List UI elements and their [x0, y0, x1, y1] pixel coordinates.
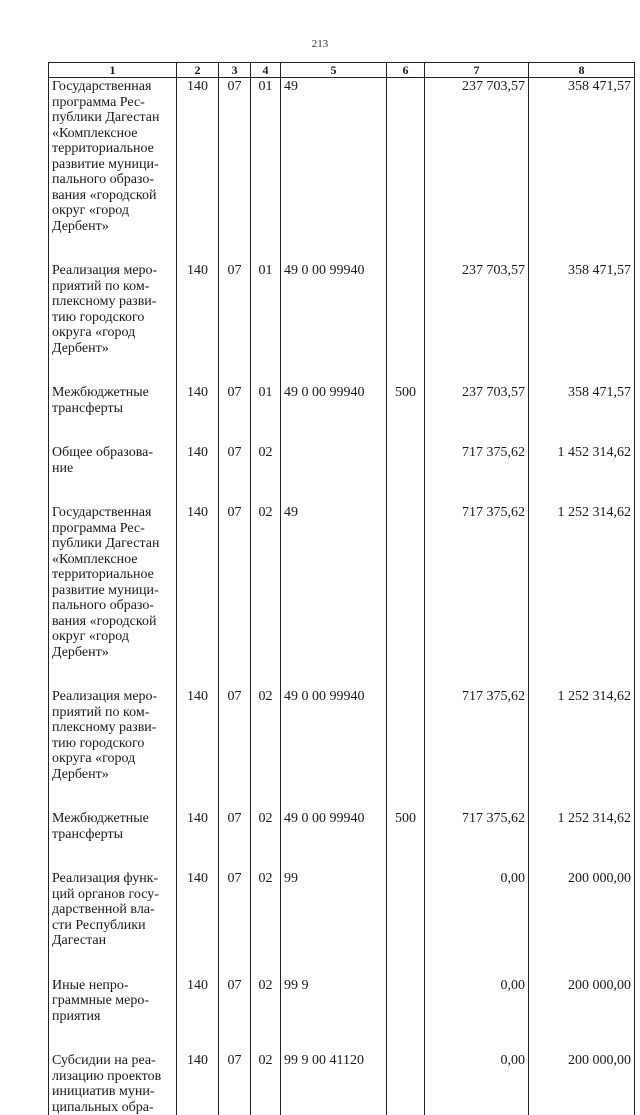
- cell-col-4: 02: [251, 504, 281, 660]
- spacer-cell: [529, 842, 635, 870]
- spacer-cell: [251, 842, 281, 870]
- spacer-cell: [281, 949, 387, 977]
- column-header-4: 4: [251, 63, 281, 78]
- cell-col-2: 140: [177, 1052, 219, 1115]
- spacer-cell: [219, 476, 251, 504]
- cell-col-5: 99 9: [281, 977, 387, 1025]
- row-spacer: [49, 356, 635, 384]
- spacer-cell: [281, 782, 387, 810]
- cell-col-2: 140: [177, 810, 219, 842]
- table-row: [49, 870, 635, 949]
- cell-col-8: 200 000,00: [529, 977, 635, 1025]
- spacer-cell: [425, 1024, 529, 1052]
- cell-col-4: 02: [251, 1052, 281, 1115]
- spacer-cell: [177, 660, 219, 688]
- row-name-cell: Общее образова-ние: [49, 444, 177, 476]
- cell-col-6: [387, 78, 425, 235]
- cell-col-6: [387, 262, 425, 356]
- row-name-cell: Реализация меро-приятий по ком-плексному разви-тию городского округа «город Дербент»: [49, 688, 177, 782]
- spacer-cell: [177, 416, 219, 444]
- cell-col-7: 237 703,57: [425, 262, 529, 356]
- cell-col-4: 02: [251, 810, 281, 842]
- cell-col-2: 140: [177, 444, 219, 476]
- table-row: [49, 262, 635, 356]
- spacer-cell: [49, 356, 177, 384]
- spacer-cell: [177, 234, 219, 262]
- cell-col-7: 717 375,62: [425, 810, 529, 842]
- spacer-cell: [425, 782, 529, 810]
- row-name-cell: Межбюджетные трансферты: [49, 810, 177, 842]
- cell-col-3: 07: [219, 688, 251, 782]
- row-name-cell: Государственная программа Рес-публики Дагестан «Комплексное территориальное развитие муници-пального образо-вания «городской округ «город Дербент»: [49, 504, 177, 660]
- cell-col-7: 717 375,62: [425, 444, 529, 476]
- cell-col-3: 07: [219, 444, 251, 476]
- cell-col-6: [387, 504, 425, 660]
- spacer-cell: [281, 476, 387, 504]
- column-header-1: 1: [49, 63, 177, 78]
- spacer-cell: [529, 234, 635, 262]
- cell-col-6: [387, 444, 425, 476]
- spacer-cell: [281, 842, 387, 870]
- cell-col-7: 237 703,57: [425, 384, 529, 416]
- row-name-cell: Субсидии на реа-лизацию проектов инициатив муни-ципальных обра-: [49, 1052, 177, 1115]
- spacer-cell: [529, 476, 635, 504]
- spacer-cell: [387, 476, 425, 504]
- cell-col-5: 49 0 00 99940: [281, 384, 387, 416]
- spacer-cell: [425, 416, 529, 444]
- cell-col-2: 140: [177, 977, 219, 1025]
- cell-col-2: 140: [177, 504, 219, 660]
- spacer-cell: [387, 660, 425, 688]
- cell-col-8: 200 000,00: [529, 870, 635, 949]
- row-spacer: [49, 476, 635, 504]
- cell-col-3: 07: [219, 1052, 251, 1115]
- header-row: [49, 63, 635, 78]
- spacer-cell: [219, 1024, 251, 1052]
- cell-col-6: [387, 870, 425, 949]
- cell-col-5: 49 0 00 99940: [281, 262, 387, 356]
- spacer-cell: [387, 234, 425, 262]
- table-row: [49, 977, 635, 1025]
- table-row: [49, 384, 635, 416]
- spacer-cell: [387, 782, 425, 810]
- cell-col-3: 07: [219, 78, 251, 235]
- cell-col-5: 49: [281, 504, 387, 660]
- row-spacer: [49, 949, 635, 977]
- spacer-cell: [177, 476, 219, 504]
- cell-col-2: 140: [177, 78, 219, 235]
- row-spacer: [49, 782, 635, 810]
- spacer-cell: [49, 416, 177, 444]
- table-body: [49, 78, 635, 1115]
- spacer-cell: [219, 234, 251, 262]
- column-header-8: 8: [529, 63, 635, 78]
- spacer-cell: [219, 356, 251, 384]
- spacer-cell: [387, 416, 425, 444]
- column-header-7: 7: [425, 63, 529, 78]
- cell-col-8: 358 471,57: [529, 262, 635, 356]
- cell-col-6: [387, 1052, 425, 1115]
- cell-col-2: 140: [177, 870, 219, 949]
- cell-col-4: 02: [251, 977, 281, 1025]
- cell-col-3: 07: [219, 262, 251, 356]
- cell-col-3: 07: [219, 810, 251, 842]
- spacer-cell: [251, 356, 281, 384]
- row-name-cell: Государственная программа Рес-публики Дагестан «Комплексное территориальное развитие муници-пального образо-вания «городской округ «город Дербент»: [49, 78, 177, 235]
- spacer-cell: [529, 1024, 635, 1052]
- table-row: [49, 810, 635, 842]
- spacer-cell: [529, 782, 635, 810]
- row-spacer: [49, 234, 635, 262]
- cell-col-4: 01: [251, 78, 281, 235]
- cell-col-2: 140: [177, 262, 219, 356]
- cell-col-2: 140: [177, 384, 219, 416]
- spacer-cell: [251, 476, 281, 504]
- cell-col-5: 49: [281, 78, 387, 235]
- spacer-cell: [425, 476, 529, 504]
- cell-col-3: 07: [219, 870, 251, 949]
- cell-col-5: 99 9 00 41120: [281, 1052, 387, 1115]
- row-spacer: [49, 842, 635, 870]
- spacer-cell: [49, 234, 177, 262]
- spacer-cell: [425, 234, 529, 262]
- spacer-cell: [49, 476, 177, 504]
- spacer-cell: [529, 416, 635, 444]
- cell-col-7: 0,00: [425, 870, 529, 949]
- spacer-cell: [49, 782, 177, 810]
- spacer-cell: [251, 949, 281, 977]
- cell-col-5: 49 0 00 99940: [281, 688, 387, 782]
- table-row: [49, 444, 635, 476]
- spacer-cell: [387, 356, 425, 384]
- row-name-cell: Межбюджетные трансферты: [49, 384, 177, 416]
- spacer-cell: [425, 949, 529, 977]
- column-header-6: 6: [387, 63, 425, 78]
- row-name-cell: Реализация меро-приятий по ком-плексному разви-тию городского округа «город Дербент»: [49, 262, 177, 356]
- cell-col-6: [387, 977, 425, 1025]
- spacer-cell: [219, 842, 251, 870]
- cell-col-3: 07: [219, 504, 251, 660]
- spacer-cell: [49, 1024, 177, 1052]
- cell-col-4: 02: [251, 444, 281, 476]
- spacer-cell: [251, 234, 281, 262]
- spacer-cell: [387, 1024, 425, 1052]
- cell-col-7: 717 375,62: [425, 504, 529, 660]
- spacer-cell: [387, 949, 425, 977]
- spacer-cell: [251, 1024, 281, 1052]
- table-row: [49, 1052, 635, 1115]
- cell-col-6: 500: [387, 810, 425, 842]
- row-spacer: [49, 660, 635, 688]
- cell-col-6: [387, 688, 425, 782]
- table-row: [49, 688, 635, 782]
- spacer-cell: [281, 1024, 387, 1052]
- cell-col-5: 49 0 00 99940: [281, 810, 387, 842]
- spacer-cell: [219, 660, 251, 688]
- spacer-cell: [529, 660, 635, 688]
- spacer-cell: [49, 660, 177, 688]
- spacer-cell: [425, 356, 529, 384]
- spacer-cell: [529, 356, 635, 384]
- row-spacer: [49, 416, 635, 444]
- cell-col-8: 1 252 314,62: [529, 688, 635, 782]
- cell-col-7: 237 703,57: [425, 78, 529, 235]
- column-header-3: 3: [219, 63, 251, 78]
- spacer-cell: [251, 660, 281, 688]
- spacer-cell: [219, 416, 251, 444]
- spacer-cell: [281, 234, 387, 262]
- spacer-cell: [177, 949, 219, 977]
- spacer-cell: [219, 782, 251, 810]
- budget-table: [48, 62, 635, 1115]
- cell-col-8: 358 471,57: [529, 384, 635, 416]
- spacer-cell: [281, 416, 387, 444]
- column-header-5: 5: [281, 63, 387, 78]
- cell-col-8: 200 000,00: [529, 1052, 635, 1115]
- spacer-cell: [177, 356, 219, 384]
- cell-col-4: 01: [251, 384, 281, 416]
- spacer-cell: [281, 356, 387, 384]
- spacer-cell: [281, 660, 387, 688]
- table-row: [49, 78, 635, 235]
- spacer-cell: [177, 842, 219, 870]
- cell-col-5: [281, 444, 387, 476]
- spacer-cell: [177, 782, 219, 810]
- cell-col-8: 1 252 314,62: [529, 504, 635, 660]
- cell-col-5: 99: [281, 870, 387, 949]
- cell-col-7: 717 375,62: [425, 688, 529, 782]
- spacer-cell: [529, 949, 635, 977]
- spacer-cell: [219, 949, 251, 977]
- cell-col-3: 07: [219, 977, 251, 1025]
- cell-col-6: 500: [387, 384, 425, 416]
- row-name-cell: Реализация функ-ций органов госу-дарственной вла-сти Республики Дагестан: [49, 870, 177, 949]
- cell-col-4: 02: [251, 688, 281, 782]
- spacer-cell: [425, 660, 529, 688]
- spacer-cell: [49, 842, 177, 870]
- spacer-cell: [251, 416, 281, 444]
- spacer-cell: [49, 949, 177, 977]
- cell-col-8: 1 452 314,62: [529, 444, 635, 476]
- row-spacer: [49, 1024, 635, 1052]
- spacer-cell: [177, 1024, 219, 1052]
- cell-col-4: 01: [251, 262, 281, 356]
- table-row: [49, 504, 635, 660]
- cell-col-8: 358 471,57: [529, 78, 635, 235]
- spacer-cell: [425, 842, 529, 870]
- row-name-cell: Иные непро-граммные меро-приятия: [49, 977, 177, 1025]
- spacer-cell: [251, 782, 281, 810]
- cell-col-2: 140: [177, 688, 219, 782]
- cell-col-8: 1 252 314,62: [529, 810, 635, 842]
- page-number: 213: [0, 38, 640, 50]
- cell-col-7: 0,00: [425, 1052, 529, 1115]
- column-header-2: 2: [177, 63, 219, 78]
- cell-col-4: 02: [251, 870, 281, 949]
- cell-col-7: 0,00: [425, 977, 529, 1025]
- spacer-cell: [387, 842, 425, 870]
- cell-col-3: 07: [219, 384, 251, 416]
